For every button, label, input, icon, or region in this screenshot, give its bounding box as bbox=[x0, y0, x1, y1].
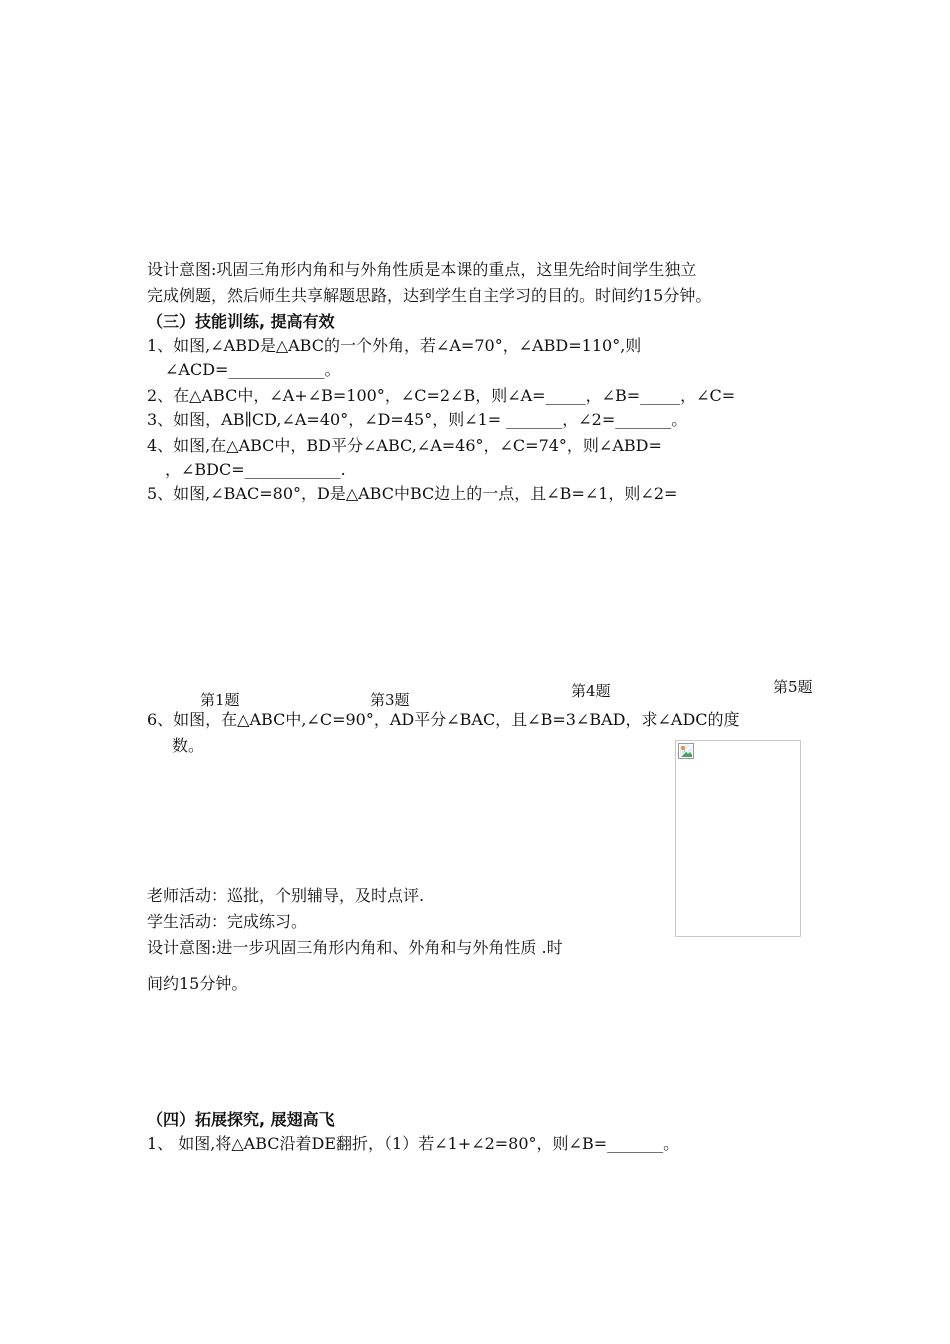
question-5: 5、如图,∠BAC=80°，D是△ABC中BC边上的一点，且∠B=∠1，则∠2= bbox=[147, 484, 678, 503]
broken-image-icon bbox=[678, 743, 694, 759]
question-6-line-2: 数。 bbox=[172, 736, 205, 755]
question-1-line-2: ∠ACD=____________。 bbox=[165, 360, 341, 379]
figure-caption-q3: 第3题 bbox=[370, 691, 410, 709]
figure-caption-q1: 第1题 bbox=[200, 691, 240, 709]
question-6-line-1: 6、如图，在△ABC中,∠C=90°，AD平分∠BAC，且∠B=3∠BAD，求∠ADC的度 bbox=[147, 710, 740, 729]
design-intent-line-1: 设计意图:巩固三角形内角和与外角性质是本课的重点，这里先给时间学生独立 bbox=[147, 260, 697, 279]
question-3: 3、如图，AB∥CD,∠A=40°，∠D=45°，则∠1= _______，∠2=_______。 bbox=[147, 410, 688, 429]
question-4-line-1: 4、如图,在△ABC中，BD平分∠ABC,∠A=46°，∠C=74°，则∠ABD= bbox=[147, 436, 662, 455]
question-2: 2、在△ABC中，∠A+∠B=100°，∠C=2∠B，则∠A=_____，∠B=_____，∠C= bbox=[147, 386, 736, 405]
question-1-line-1: 1、如图,∠ABD是△ABC的一个外角，若∠A=70°，∠ABD=110°,则 bbox=[147, 336, 642, 355]
design-intent-2-line-1: 设计意图:进一步巩固三角形内角和、外角和与外角性质 .时 bbox=[147, 938, 563, 957]
figure-caption-q4: 第4题 bbox=[571, 682, 611, 700]
section-four-heading: （四）拓展探究, 展翅高飞 bbox=[147, 1110, 335, 1129]
design-intent-2-line-2: 间约15分钟。 bbox=[147, 974, 248, 993]
question-4-line-2: ，∠BDC=____________. bbox=[165, 460, 346, 479]
figure-caption-q5: 第5题 bbox=[773, 678, 813, 696]
design-intent-line-2: 完成例题，然后师生共享解题思路，达到学生自主学习的目的。时间约15分钟。 bbox=[147, 286, 712, 305]
student-activity: 学生活动：完成练习。 bbox=[147, 912, 308, 931]
teacher-activity: 老师活动：巡批，个别辅导，及时点评. bbox=[147, 886, 425, 905]
figure-image-placeholder bbox=[675, 740, 801, 937]
extension-question-1: 1、 如图,将△ABC沿着DE翻折，（1）若∠1+∠2=80°，则∠B=_______。 bbox=[147, 1134, 680, 1153]
section-three-heading: （三）技能训练, 提高有效 bbox=[147, 312, 335, 331]
